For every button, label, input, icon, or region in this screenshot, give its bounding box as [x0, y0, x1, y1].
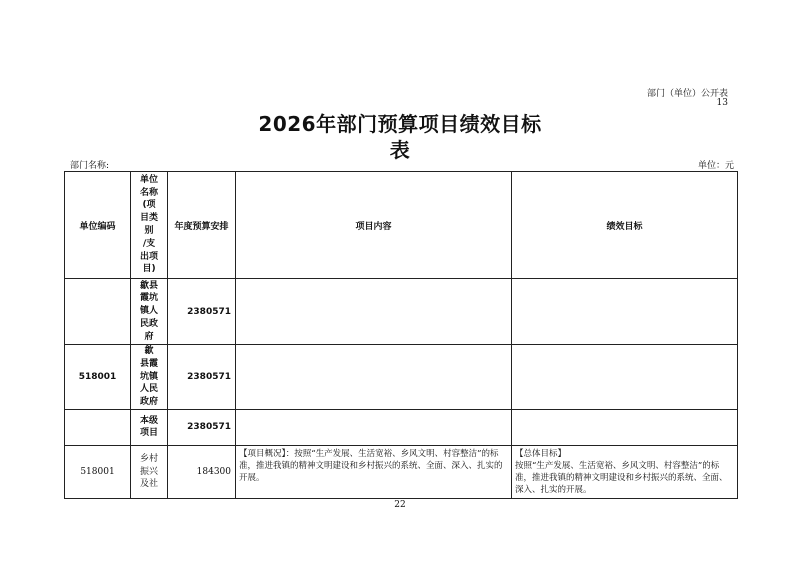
col-header-unit-name-line: 单位	[139, 174, 158, 185]
cell-budget: 2380571	[168, 345, 236, 410]
cell-project-content	[236, 409, 512, 445]
col-header-unit-name-line: 目)	[142, 264, 156, 275]
cell-unit-code: 518001	[65, 345, 131, 410]
cell-unit-name-line: 歙县	[139, 280, 158, 291]
cell-unit-name-line: 霞坑	[139, 293, 158, 304]
col-header-unit-name-line: /支	[142, 238, 156, 249]
currency-unit-label: 单位：元	[697, 161, 734, 171]
corner-number: 13	[716, 98, 728, 108]
cell-unit-name-line: 民政	[139, 318, 158, 329]
target-text: 按照“生产发展、生活宽裕、乡风文明、村容整洁”的标准，推进我镇的精神文明建设和乡村振兴的系统、全面、深入、扎实的开展。	[515, 460, 728, 495]
col-header-unit-name-line: 名称	[139, 187, 158, 198]
cell-performance-target	[512, 345, 738, 410]
cell-budget: 184300	[168, 445, 236, 498]
cell-unit-name-line: 及社	[139, 479, 158, 490]
cell-unit-name-line: 人民	[139, 384, 158, 395]
table-row	[65, 445, 738, 498]
cell-performance-target	[512, 279, 738, 345]
table-header-row	[65, 172, 738, 279]
cell-unit-name-line: 府	[144, 331, 154, 342]
page-title: 2026年部门预算项目绩效目标	[258, 112, 542, 136]
cell-unit-name	[131, 445, 168, 498]
cell-unit-code	[65, 409, 131, 445]
table-row	[65, 409, 738, 445]
page-title-line2: 表	[389, 138, 411, 162]
page-number: 22	[394, 500, 406, 510]
col-header-performance-target: 绩效目标	[512, 172, 738, 279]
cell-unit-name	[131, 345, 168, 410]
cell-budget: 2380571	[168, 279, 236, 345]
cell-unit-name-line: 镇人	[139, 306, 158, 317]
cell-unit-name	[131, 409, 168, 445]
cell-performance-target	[512, 409, 738, 445]
table-row	[65, 345, 738, 410]
cell-performance-target	[512, 445, 738, 498]
col-header-unit-code: 单位编码	[65, 172, 131, 279]
cell-project-content	[236, 279, 512, 345]
cell-unit-name-line: 县霞	[139, 358, 158, 369]
table-row	[65, 279, 738, 345]
cell-unit-name	[131, 279, 168, 345]
cell-project-content	[236, 345, 512, 410]
corner-label: 部门（单位）公开表	[646, 89, 728, 99]
col-header-unit-name-line: 出项	[139, 251, 158, 262]
col-header-unit-name-line: 目类	[139, 213, 158, 224]
cell-unit-name-line: 政府	[139, 397, 158, 408]
cell-unit-name-line: 项目	[139, 428, 158, 439]
cell-unit-code	[65, 279, 131, 345]
department-name-label: 部门名称:	[70, 161, 110, 171]
col-header-unit-name-line: 别	[144, 226, 154, 236]
cell-project-content: 【项目概况】：按照“生产发展、生活宽裕、乡风文明、村容整洁”的标准，推进我镇的精神文明建设和乡村振兴的系统、全面、深入、扎实的开展。	[236, 445, 512, 498]
cell-unit-name-line: 本级	[139, 415, 158, 426]
cell-budget: 2380571	[168, 409, 236, 445]
target-heading: 【总体目标】	[515, 448, 567, 459]
cell-unit-name-line: 振兴	[139, 466, 158, 477]
col-header-project-content: 项目内容	[236, 172, 512, 279]
cell-unit-name-line: 坑镇	[139, 371, 158, 382]
col-header-annual-budget: 年度预算安排	[168, 172, 236, 279]
col-header-unit-name	[131, 172, 168, 279]
cell-unit-code: 518001	[65, 445, 131, 498]
col-header-unit-name-line: (项	[142, 200, 156, 211]
performance-target-table	[64, 171, 738, 499]
cell-unit-name-line: 歙	[144, 346, 154, 356]
cell-unit-name-line: 乡村	[139, 453, 158, 464]
